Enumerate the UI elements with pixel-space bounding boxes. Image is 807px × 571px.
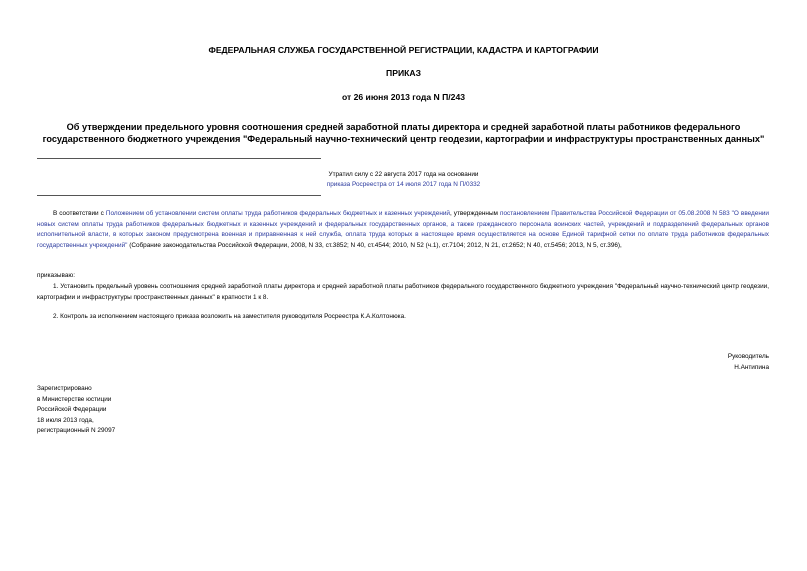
order-item-1: 1. Установить предельный уровень соотношения средней заработной платы директора и средней заработной платы работников федерального государственного бюджетного учреждения "Федеральный научно-технический центр геодезии, картографии и инфраструктуры пространственных данных" в кратности 1 к 8.	[37, 283, 769, 301]
preamble-prefix: В соответствии с	[53, 210, 106, 217]
lost-force-order-link[interactable]: приказа Росреестра от 14 июля 2017 года N П/0332	[326, 181, 481, 188]
lost-force-notice: Утратил силу с 22 августа 2017 года на основании	[328, 171, 479, 178]
order-item-2: 2. Контроль за исполнением настоящего приказа возложить на заместителя руководителя Росреестра К.А.Колтонюка.	[53, 313, 406, 320]
registration-block	[37, 384, 115, 437]
document-type: ПРИКАЗ	[386, 68, 421, 78]
regulation-link[interactable]: Положением об установлении систем оплаты труда работников федеральных бюджетных и казенных учреждений	[105, 210, 450, 217]
document-date-number: от 26 июня 2013 года N П/243	[341, 92, 466, 102]
registration-line-5: регистрационный N 29097	[37, 427, 116, 435]
registration-line-4: 18 июля 2013 года,	[37, 416, 94, 424]
registration-line-1: Зарегистрировано	[37, 385, 92, 392]
divider-top	[37, 158, 321, 159]
registration-line-3: Российской Федерации	[37, 406, 107, 414]
preamble-middle: , утвержденным	[450, 210, 500, 217]
signatory-name: Н.Антипина	[734, 363, 769, 371]
title-line-2: государственного бюджетного учреждения "Федеральный научно-технический центр геодезии, картографии и инфраструктуры пространственных данных"	[42, 134, 765, 144]
document-title	[0, 121, 807, 145]
signature-block	[728, 352, 769, 373]
divider-bottom	[37, 195, 321, 196]
order-word: приказываю:	[37, 272, 75, 279]
title-line-1: Об утверждении предельного уровня соотношения средней заработной платы директора и средней заработной платы работников федерального	[66, 122, 741, 132]
lost-force-order-link-row	[0, 181, 807, 188]
registration-line-2: в Министерстве юстиции	[37, 395, 112, 403]
government-decree-link[interactable]: постановлением Правительства Российской Федерации от 05.08.2008 N 583 "О введении новых систем оплаты труда работников федеральных бюджетных и казенных учреждений и федеральных государственных органов, а также гражданского персонала воинских частей, учреждений и подразделений федеральных органов исполнительной власти, в которых законом предусмотрена военная и приравненная к ней служба, оплата труда которых в настоящее время осуществляется на основе Единой тарифной сетки по оплате труда работников федеральных государственных учреждений"	[37, 210, 770, 249]
agency-name: ФЕДЕРАЛЬНАЯ СЛУЖБА ГОСУДАРСТВЕННОЙ РЕГИСТРАЦИИ, КАДАСТРА И КАРТОГРАФИИ	[208, 45, 599, 55]
signatory-position: Руководитель	[727, 353, 769, 360]
preamble-suffix: (Собрание законодательства Российской Федерации, 2008, N 33, ст.3852; N 40, ст.4544; 2010, N 52 (ч.1), ст.7104; 2012, N 21, ст.2652; N 40, ст.5456; 2013, N 5, ст.396),	[127, 241, 622, 249]
preamble-paragraph	[37, 209, 769, 251]
